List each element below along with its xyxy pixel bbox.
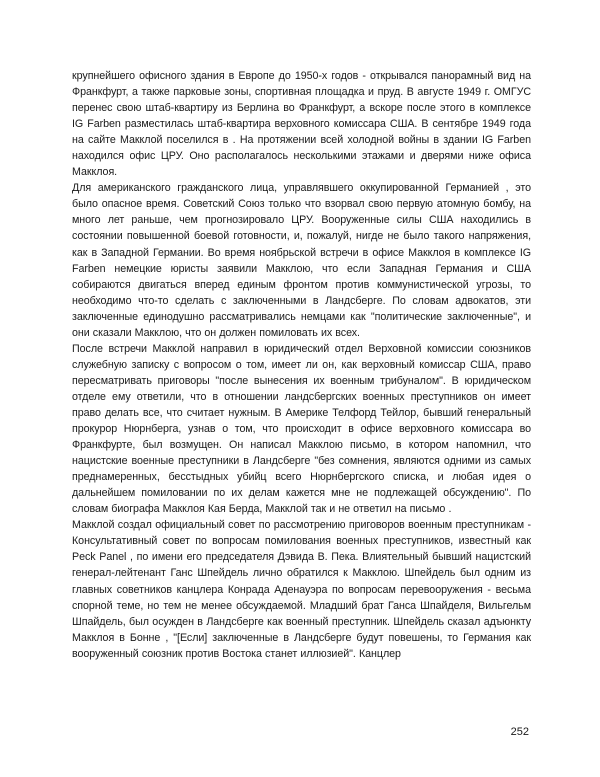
paragraph-1: крупнейшего офисного здания в Европе до 1950-х годов - открывался панорамный вид на Франкфурт, а также парковые зоны, спортивная площадка и пруд. В августе 1949 г. ОМГУС перенес свою штаб-квартиру из Берлина во Франкфурт, а вскоре после этого в комплексе IG Farben разместилась штаб-квартира верховного комиссара США. В сентябре 1949 года на сайте Макклой поселился в . На протяжении всей холодной войны в здании IG Farben находился офис ЦРУ. Оно располагалось несколькими этажами и дверями ниже офиса Макклоя.	[72, 70, 531, 179]
document-page	[72, 68, 531, 662]
paragraph-3: После встречи Макклой направил в юридический отдел Верховной комиссии союзников служебную записку с вопросом о том, имеет ли он, как верховный комиссар США, право пересматривать приговоры "после вынесения их военным трибуналом". В юридическом отделе ему ответили, что в отношении ландсбергских военных преступников он имеет право делать все, что считает нужным. В Америке Телфорд Тейлор, бывший генеральный прокурор Нюрнберга, узнав о том, что происходит в офисе верховного комиссара во Франкфурте, был возмущен. Он написал Макклою письмо, в котором напомнил, что нацистские военные преступники в Ландсберге "без сомнения, являются одними из самых преднамеренных, бесстыдных убийц всего Нюрнбергского списка, и любая идея о дальнейшем помиловании по их делам кажется мне не подлежащей обсуждению". По словам биографа Макклоя Кая Берда, Макклой так и не ответил на письмо .	[72, 342, 531, 516]
page-number: 252	[510, 726, 529, 738]
paragraph-2: Для американского гражданского лица, управлявшего оккупированной Германией , это было опасное время. Советский Союз только что взорвал свою первую атомную бомбу, на много лет раньше, чем прогнозировало ЦРУ. Вооруженные силы США находились в состоянии повышенной боевой готовности, и, пожалуй, нигде не было такого напряжения, как в Западной Германии. Во время ноябрьской встречи в офисе Макклоя в комплексе IG Farben немецкие юристы заявили Макклою, что если Западная Германия и США собираются двигаться вперед единым фронтом против коммунистической угрозы, то необходимо что-то сделать с заключенными в Ландсберге. По словам адвокатов, эти заключенные единодушно рассматривались немцами как "политические заключенные", и они сказали Макклою, что он должен помиловать их всех.	[72, 182, 531, 339]
paragraph-4: Макклой создал официальный совет по рассмотрению приговоров военным преступникам - Консультативный совет по вопросам помилования военных преступников, известный как Peck Panel , по имени его председателя Дэвида В. Пека. Влиятельный бывший нацистский генерал-лейтенант Ганс Шпейдель лично обратился к Макклою. Шпейдель был одним из главных советников канцлера Конрада Аденауэра по вопросам перевооружения - весьма спорной теме, но тем не менее обсуждаемой. Младший брат Ганса Шпайделя, Вильгельм Шпайдель, был осужден в Ландсберге как военный преступник. Шпейдель сказал адъюнкту Макклоя в Бонне , "[Если] заключенные в Ландсберге будут повешены, то Германия как вооруженный союзник против Востока станет иллюзией". Канцлер	[72, 519, 531, 660]
